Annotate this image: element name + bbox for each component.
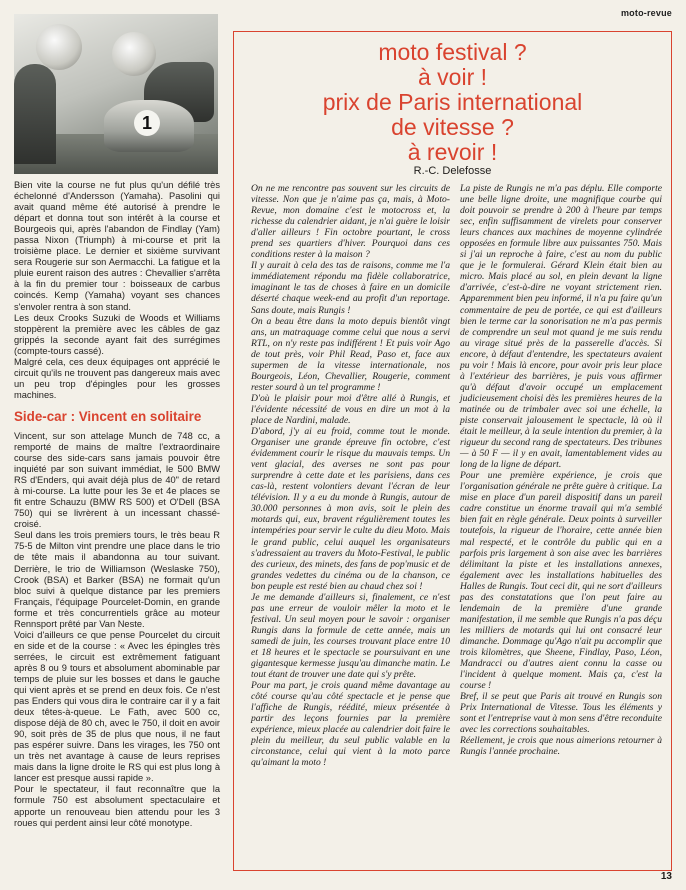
left-paragraph: Malgré cela, ces deux équipages ont apprécié le circuit qu'ils ne trouvent pas dangereux mais avec un peu trop d'épingles pour les grosses machines.	[14, 356, 220, 400]
middle-paragraph: Pour ma part, je crois quand même davantage au côté course qu'au côté spectacle et je pense que l'affiche de Rungis, réédité, mieux présentée à partir des leçons fournies par la première expérience, mieux placée au calendrier doit faire le plein du meilleur, du seul public valable en la circonstance, celui qui vient à la moto parce qu'aimant la moto !	[251, 680, 450, 769]
left-column	[14, 180, 220, 829]
rider-right-helmet	[112, 32, 156, 76]
middle-paragraph: D'où le plaisir pour moi d'être allé à Rungis, et l'évidente nécessité de vous en dire un mot à la place de Nardini, malade.	[251, 392, 450, 426]
middle-paragraph: D'abord, j'y ai eu froid, comme tout le monde. Organiser une grande épreuve fin octobre, c'est évidemment courir le risque du mauvais temps. Un vent glacial, des averses ne sont pas pour surprendre à cette date et les parisiens, dans ces cas-là, restent volontiers devant l'écran de leur télévision. Il y a eu du monde à Rungis, autour de 30.000 personnes à mon avis, soit le plein des motards qui, eux, bravent régulièrement toutes les intempéries pour servir le culte du dieu Moto. Mais le grand public, celui auquel les organisateurs s'adressaient au travers du Moto-Festival, le public des curieux, des minets, des fans de pop'music et de grandes vedettes du cinéma ou de la chanson, ce bon peuple est resté bien au chaud chez soi !	[251, 426, 450, 592]
headline-line: à revoir !	[407, 139, 498, 165]
middle-paragraph: Il y aurait à cela des tas de raisons, comme me l'a immédiatement répondu ma fidèle collaboratrice, imaginant le tas de choses à faire en un domicile déserté chaque week-end au profit d'un reportage. Sans doute, mais Rungis !	[251, 260, 450, 316]
sidebar-paragraph: Vincent, sur son attelage Munch de 748 cc, a remporté de mains de maître l'extraordinaire course des side-cars sans jamais pouvoir être inquiété par son suivant immédiat, le 500 BMW RS d'Enders, qui avait déjà plus de 40" de retard à mi-course. La lutte pour les 3e et 4e places se fit entre Schauzu (BMW RS 500) et O'Dell (BSA 750) qui se livrèrent à un incessant chassé-croisé.	[14, 430, 220, 530]
race-photo	[14, 14, 218, 174]
middle-paragraph: On a beau être dans la moto depuis bientôt vingt ans, un matraquage comme celui que nous a servi RTL, on n'y reste pas indifférent ! Et puis voir Ago de tout près, voir Phil Read, Paso et, face aux supermen de la vitesse internationale, nos Bourgeois, Léon, Chevallier, Rougerie, comment rester sourd à un tel programme !	[251, 315, 450, 393]
left-paragraph: Bien vite la course ne fut plus qu'un défilé très échelonné d'Andersson (Yamaha). Pasolini qui avait quand même été autorisé à prendre le départ et donna tout son intérêt à la course et Bourgeois qui, après l'abandon de Findlay (Yam) passa Nixon (Triumph) à mi-course et prit la troisième place. Le dernier et sixième survivant sera Rougerie sur son Aermacchi. La fatigue et la pluie eurent raison des autres : Chevallier s'arrêta à la fin du premier tour : boisseaux de carbus coincés. Kemp (Yamaha) voyant ses chances s'envoler rentra à son stand.	[14, 180, 220, 312]
right-paragraph: Bref, il se peut que Paris ait trouvé en Rungis son Prix International de Vitesse. Tous les éléments y sont et l'entreprise vaut à mon sens d'être reconduite avec les corrections souhaitables.	[460, 691, 662, 736]
middle-paragraph: On ne me rencontre pas souvent sur les circuits de vitesse. Non que je n'aime pas ça, mais, à Moto-Revue, mon domaine c'est le motocross et, la richesse du calendrier aidant, je n'ai guère le loisir d'aller ailleurs ! Fin octobre pourtant, le cross prend ses quartiers d'hiver. Pourquoi dans ces conditions rester à la maison ?	[251, 183, 450, 261]
publication-masthead: moto-revue	[620, 8, 672, 18]
sidebar-paragraph: Pour le spectateur, il faut reconnaître que la formule 750 est absolument spectaculaire et apporte un renouveau bien attendu pour les 3 roues qui perdent ainsi leur côté monotype.	[14, 784, 220, 828]
sidebar-paragraph: Seul dans les trois premiers tours, le très beau R 75-5 de Milton vint prendre une place dans le trio de tête mais il abandonna au tour suivant. Derrière, le trio de Williamson (Weslaske 750), Crook (BSA) et Barker (BSA) ne formait qu'un bloc suivi à quelque distance par les premiers Français, l'équipage Pourcelet-Domin, en grande forme et très concurrentiels grâce au moteur Rennsport prêté par Van Neste.	[14, 530, 220, 629]
left-paragraph: Les deux Crooks Suzuki de Woods et Williams stoppèrent la première avec les câbles de gaz grippés la seconde ayant fait des surrégimes (compte-tours cassé).	[14, 312, 220, 356]
headline-line: de vitesse ?	[391, 114, 514, 140]
right-paragraph: Pour une première expérience, je crois que l'organisation générale ne prête guère à critique. La mise en place d'un pareil dispositif dans un pareil cadre constitue un énorme travail qui m'a semblé bien fait en règle générale. Deux points à surveiller toutefois, la rigueur de l'horaire, cette année bien mal respecté, et le contrôle du public qui en a parfois pris largement à son aise avec les barrières délimitant la piste et les installations annexes, également avec les installations habituelles des Halles de Rungis. Tout ceci dit, qui ne sort d'ailleurs pas des constatations que l'on peut faire au lendemain de la première d'une grande manifestation, il me semble que Rungis n'a pas déçu les milliers de motards qui lui ont consacré leur dimanche. Dommage qu'Ago n'ait pu accomplir que trois kilomètres, que Sheene, Findlay, Paso, Léon, Mandracci ou d'autres aient connu la casse ou l'incident à quelque moment. Mais ça, c'est la course !	[460, 470, 662, 692]
sidebar-title: Side-car : Vincent en solitaire	[14, 408, 202, 424]
middle-paragraph: Je me demande d'ailleurs si, finalement, ce n'est pas une erreur de vouloir mêler la moto et le festival. Un seul moyen pour le savoir : organiser Rungis dans la formule de cette année, mais un samedi de juin, les courses trouvant place entre 10 et 18 heures et le spectacle se poursuivant en une gigantesque kermesse jusqu'au dimanche matin. Le tout étant de trouver une date qui s'y prête.	[251, 591, 450, 681]
rider-left-body	[14, 64, 56, 164]
page-number: 13	[660, 871, 672, 882]
headline-line: prix de Paris international	[322, 89, 583, 115]
bike-number: 1	[134, 110, 160, 136]
headline-line: à voir !	[417, 64, 488, 90]
article-headline	[233, 40, 672, 165]
sidebar-paragraph: Voici d'ailleurs ce que pense Pourcelet du circuit en side et de la course : « Avec les épingles très serrées, le circuit est extrêmement fatiguant après 8 ou 9 tours et absolument abominable par temps de pluie sur les bosses et dans le gauche qui vient après et se prend en deux fois. Ce n'est pas Enders qui vous dira le contraire car il y a fait deux têtes-à-queue. Le Fath, avec 500 cc, dispose déjà de 80 ch, avec le 750, il doit en avoir 90, soit près de 35 de plus que nous, il ne faut pas espérer suivre. Dans les virages, les 750 ont un très net avantage à cause de leurs reprises mais dans la ligne droite le RS qui est plus long à lancer est presque aussi rapide ».	[14, 629, 220, 784]
byline: R.-C. Delefosse	[413, 165, 492, 177]
right-paragraph: La piste de Rungis ne m'a pas déplu. Elle comporte une belle ligne droite, une magnifique courbe qui doit pouvoir se prendre à 200 à l'heure par temps sec, enfin suffisamment de virelets pour conserver leurs chances aux machines de moyenne cylindrée opposées en formule libre aux puissantes 750. Mais si j'ai un reproche à faire, c'est au nom du public que je le formulerai. Gérard Klein était bien au micro. Mais placé au sol, en plein devant la ligne d'arrivée, c'est-à-dire ne voyant strictement rien. Apparemment bien peu informé, il n'a pu faire qu'un commentaire de peu de portée, ce qui est d'ailleurs bien le terme car la sonorisation ne m'a pas permis de comprendre un seul mot quand je me suis rendu au virage situé près de la passerelle d'accès. Si encore, à défaut d'entendre, les spectateurs avaient pu voir ! Mais là encore, pour avoir pris leur place à l'extérieur des barrières, je puis vous affirmer qu'à défaut d'avoir occupé un emplacement judicieusement choisi dès les premières heures de la matinée ou de trimbaler avec soi une échelle, la piste conservait jalousement le spectacle, là où il était le meilleur, à la seule intention du premier, à la rigueur du second rang de spectateurs. Des tribunes — à 50 F — il y en avait, lamentablement vides au long de la ligne de départ.	[460, 183, 662, 471]
headline-line: moto festival ?	[378, 39, 527, 65]
middle-column	[251, 183, 450, 768]
right-paragraph: Réellement, je crois que nous aimerions retourner à Rungis l'année prochaine.	[460, 735, 662, 758]
right-column	[460, 183, 662, 757]
rider-left-helmet	[36, 24, 82, 70]
